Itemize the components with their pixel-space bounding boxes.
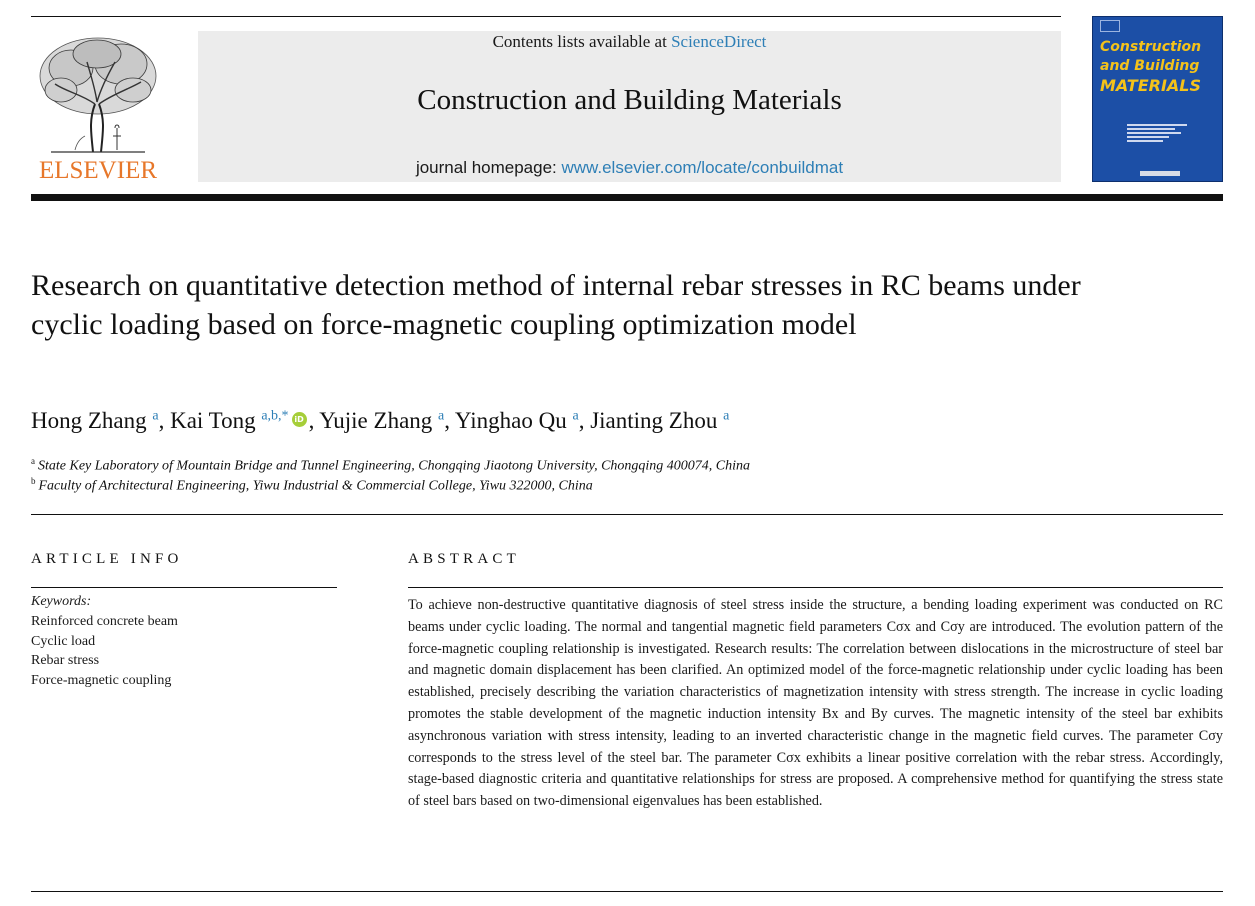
orcid-icon[interactable]: iD [292, 412, 307, 427]
elsevier-wordmark: ELSEVIER [38, 157, 158, 184]
affiliation-text: Faculty of Architectural Engineering, Yiwu Industrial & Commercial College, Yiwu 322000, China [38, 478, 593, 494]
cover-small-print [1127, 122, 1187, 144]
author-name[interactable]: Yinghao Qu [454, 408, 567, 433]
author-separator: , [158, 408, 171, 433]
header-thick-rule [31, 194, 1223, 201]
affiliation-b [31, 476, 1031, 495]
abstract-body: To achieve non-destructive quantitative diagnosis of steel stress inside the structure, a bending loading experiment was conducted on RC beams under cyclic loading. The normal and tangential magnetic field parameters Cσx and Cσy are introduced. The evolution pattern of the force-magnetic coupling relationship is investigated. Research results: The correlation between dislocations in the microstructure of steel bar and magnetic domain displacement has been clarified. An optimized model of the force-magnetic relationship under cyclic loading has been established, precisely describing the variation characteristics of magnetization intensity with stress strength. The increase in cyclic loading promotes the stable development of the magnetic induction intensity Bx and By curves. The magnetic intensity of the steel bar exhibits asynchronous variation with stress intensity, leading to an inverted characteristic change in the magnetic field curves. The parameter Cσy corresponds to the stress level of the steel bar. The parameter Cσx exhibits a linear positive correlation with the rebar stress. Accordingly, stage-based diagnostic criteria and quantitative relationships for stress are proposed. A comprehensive method for quantifying the stress state of steel bars based on two-dimensional eigenvalues has been established. [408, 597, 1223, 810]
author-separator: , [578, 408, 591, 433]
abstract-rule [408, 587, 1223, 588]
cover-title-line-3: MATERIALS [1100, 76, 1201, 95]
cover-footer-mark [1140, 171, 1180, 176]
journal-title[interactable]: Construction and Building Materials [417, 84, 842, 116]
author-affiliation-mark[interactable]: a [438, 408, 445, 424]
sciencedirect-link[interactable]: ScienceDirect [671, 32, 767, 51]
bottom-rule [31, 891, 1223, 892]
affiliation-mark: a [31, 456, 35, 466]
cover-logo-mark [1100, 20, 1120, 32]
journal-homepage-line [198, 158, 1061, 178]
author-affiliation-mark[interactable]: a [572, 408, 579, 424]
article-info-heading: ARTICLE INFO [31, 551, 183, 567]
author-affiliation-mark[interactable]: a [152, 408, 159, 424]
affiliation-mark: b [31, 476, 36, 486]
author-affiliation-mark[interactable]: a [723, 408, 730, 424]
tree-illustration-icon [31, 32, 165, 156]
header-top-rule [31, 16, 1061, 17]
keyword-item: Force-magnetic coupling [31, 673, 172, 688]
journal-homepage-link[interactable]: www.elsevier.com/locate/conbuildmat [561, 158, 844, 177]
author-name[interactable]: Yujie Zhang [319, 408, 433, 433]
author-list [31, 408, 1131, 434]
keyword-item: Reinforced concrete beam [31, 614, 178, 629]
keywords-label: Keywords: [31, 594, 92, 609]
contents-prefix: Contents lists available at [492, 32, 672, 51]
abstract-heading: ABSTRACT [408, 551, 520, 567]
article-title: Research on quantitative detection method of internal rebar stresses in RC beams under cyclic loading based on force-magnetic coupling optimization model [31, 269, 1081, 341]
contents-line [198, 32, 1061, 52]
keyword-item: Cyclic load [31, 634, 96, 649]
article-info-rule [31, 587, 337, 588]
author-name[interactable]: Jianting Zhou [590, 408, 718, 433]
author-name[interactable]: Kai Tong [170, 408, 256, 433]
author-separator: , [444, 408, 455, 433]
affiliation-a [31, 456, 1031, 475]
cover-title-line-1: Construction [1100, 39, 1202, 55]
cover-title-line-2: and Building [1100, 58, 1200, 74]
author-separator: , [308, 408, 320, 433]
section-rule [31, 514, 1223, 515]
homepage-prefix: journal homepage: [415, 158, 562, 177]
cover-title [1100, 38, 1220, 95]
author-affiliation-mark[interactable]: a,b,* [261, 408, 289, 424]
author-name[interactable]: Hong Zhang [31, 408, 147, 433]
affiliation-text: State Key Laboratory of Mountain Bridge and Tunnel Engineering, Chongqing Jiaotong University, Chongqing 400074, China [38, 458, 751, 474]
keyword-item: Rebar stress [31, 653, 100, 668]
